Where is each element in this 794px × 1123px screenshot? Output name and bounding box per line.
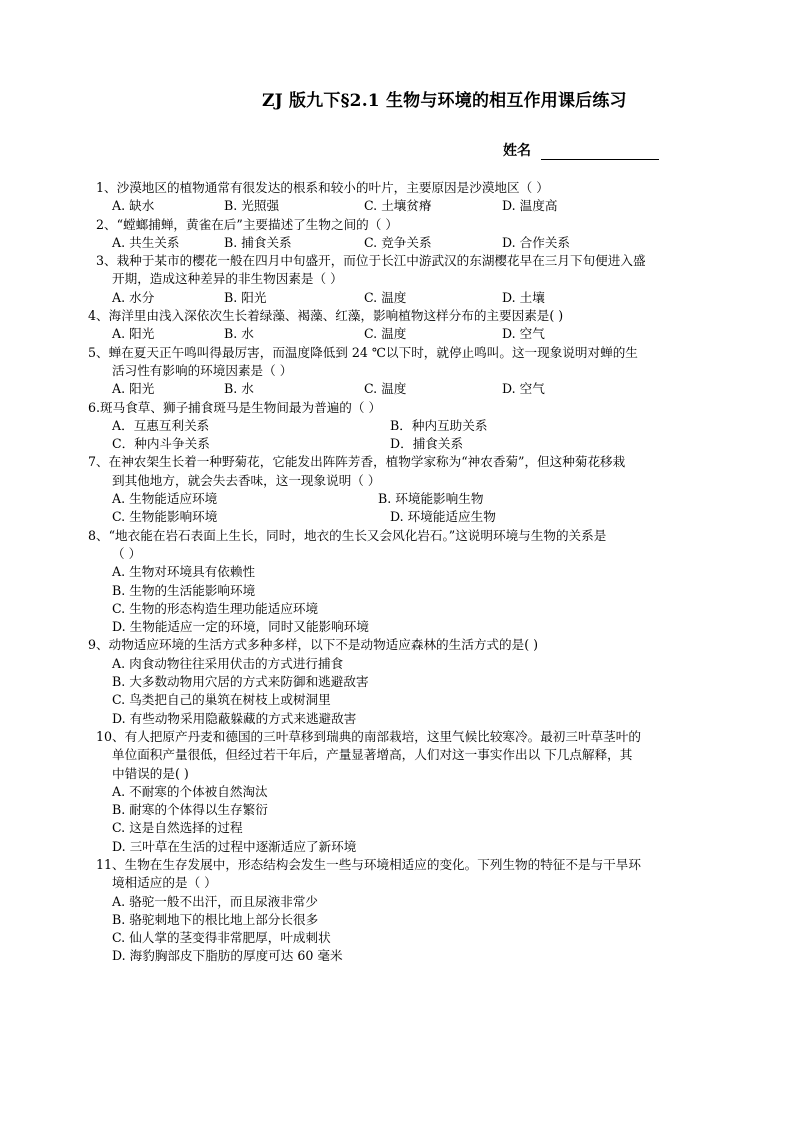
option-a: A．互惠互利关系 bbox=[112, 417, 210, 433]
option-c: C．种内斗争关系 bbox=[112, 436, 210, 452]
question-text-continued: 境相适应的是（ ） bbox=[112, 875, 217, 891]
question-text: 10、有人把原产丹麦和德国的三叶草移到瑞典的南部栽培，这里气候比较寒冷。最初三叶草茎叶的 bbox=[96, 728, 641, 744]
question-text: 7、在神农架生长着一种野菊花，它能发出阵阵芳香，植物学家称为“神农香菊”，但这种菊花移栽 bbox=[88, 454, 626, 470]
option-a: A. 水分 bbox=[112, 289, 155, 305]
option-d: D. 空气 bbox=[502, 381, 545, 397]
option-d: D. 土壤 bbox=[502, 289, 545, 305]
option-row bbox=[88, 234, 718, 252]
option-row bbox=[88, 508, 718, 526]
option-a: A. 共生关系 bbox=[112, 234, 180, 250]
question-text: 5、蝉在夏天正午鸣叫得最厉害，而温度降低到 24 ℃以下时，就停止鸣叫。这一现象说明对蝉的生 bbox=[88, 344, 638, 360]
option-b: B. 生物的生活能影响环境 bbox=[112, 582, 256, 598]
option-b: B. 骆驼刺地下的根比地上部分长很多 bbox=[112, 911, 319, 927]
question-text-continued: 单位面积产量很低，但经过若干年后，产量显著增高，人们对这一事实作出以 下几点解释，其 bbox=[112, 747, 633, 763]
option-b: B. 大多数动物用穴居的方式来防御和逃避敌害 bbox=[112, 674, 369, 690]
option-d: D. 合作关系 bbox=[502, 234, 571, 250]
option-a: A. 生物对环境具有依赖性 bbox=[112, 564, 256, 580]
question-11 bbox=[88, 856, 718, 966]
question-text-continued: 活习性有影响的环境因素是（ ） bbox=[112, 362, 293, 378]
option-c: C. 温度 bbox=[364, 381, 407, 397]
question-text-continued: 开期，造成这种差异的非生物因素是（ ） bbox=[112, 271, 343, 287]
question-text: 3、栽种于某市的樱花一般在四月中旬盛开，而位于长江中游武汉的东湖樱花早在三月下旬便进入盛 bbox=[96, 253, 646, 269]
question-text: 8、“地衣能在岩石表面上生长，同时，地衣的生长又会风化岩石。”这说明环境与生物的关系是 bbox=[88, 527, 607, 543]
question-10 bbox=[88, 728, 718, 856]
option-d: D. 三叶草在生活的过程中逐渐适应了新环境 bbox=[112, 838, 357, 854]
option-c: C. 生物能影响环境 bbox=[112, 509, 218, 525]
question-text: 1、沙漠地区的植物通常有很发达的根系和较小的叶片，主要原因是沙漠地区（ ） bbox=[96, 180, 549, 195]
option-a: A. 缺水 bbox=[112, 198, 155, 214]
option-row bbox=[88, 289, 718, 307]
option-b: B. 捕食关系 bbox=[224, 234, 292, 250]
question-5 bbox=[88, 344, 718, 399]
question-2 bbox=[88, 216, 718, 253]
option-b: B. 阳光 bbox=[224, 289, 267, 305]
option-row bbox=[88, 380, 718, 398]
option-c: C. 竞争关系 bbox=[364, 234, 432, 250]
name-blank-line[interactable] bbox=[541, 145, 659, 160]
option-d: D. 环境能适应生物 bbox=[390, 509, 496, 525]
question-text: 4、海洋里由浅入深依次生长着绿藻、褐藻、红藻，影响植物这样分布的主要因素是( ) bbox=[88, 308, 564, 324]
option-a: A. 生物能适应环境 bbox=[112, 491, 218, 507]
question-text: 11、生物在生存发展中，形态结构会发生一些与环境相适应的变化。下列生物的特征不是与干旱环 bbox=[96, 856, 641, 872]
option-d: D. 空气 bbox=[502, 326, 545, 342]
option-row bbox=[88, 325, 718, 343]
option-d: D. 温度高 bbox=[502, 198, 558, 214]
option-c: C. 生物的形态构造生理功能适应环境 bbox=[112, 600, 319, 616]
option-a: A. 肉食动物往往采用伏击的方式进行捕食 bbox=[112, 655, 344, 671]
question-text: 2、“螳螂捕蝉，黄雀在后”主要描述了生物之间的（ ） bbox=[96, 216, 398, 232]
option-d: D. 海豹胸部皮下脂肪的厚度可达 60 毫米 bbox=[112, 948, 343, 964]
option-row bbox=[88, 435, 718, 453]
option-c: C. 仙人掌的茎变得非常肥厚，叶成刺状 bbox=[112, 930, 331, 946]
option-b: B. 环境能影响生物 bbox=[378, 491, 484, 507]
option-a: A. 阳光 bbox=[112, 381, 155, 397]
question-1 bbox=[88, 179, 718, 216]
question-3 bbox=[88, 252, 718, 307]
question-list bbox=[88, 179, 718, 966]
option-c: C. 鸟类把自己的巢筑在树枝上或树洞里 bbox=[112, 692, 331, 708]
option-row bbox=[88, 490, 718, 508]
question-4 bbox=[88, 307, 718, 344]
question-text-continued: 到其他地方，就会失去香味，这一现象说明（ ） bbox=[112, 472, 381, 488]
question-9 bbox=[88, 636, 718, 727]
option-b: B. 水 bbox=[224, 381, 254, 397]
option-row bbox=[88, 197, 718, 215]
option-a: A. 阳光 bbox=[112, 326, 155, 342]
page-title: ZJ 版九下§2.1 生物与环境的相互作用课后练习 bbox=[262, 91, 627, 111]
question-text-continued: （ ） bbox=[112, 545, 142, 561]
option-b: B. 水 bbox=[224, 326, 254, 342]
question-text: 6.斑马食草、狮子捕食斑马是生物间最为普遍的（ ） bbox=[88, 399, 382, 415]
option-d: D. 生物能适应一定的环境，同时又能影响环境 bbox=[112, 619, 369, 635]
name-label: 姓名 bbox=[503, 143, 531, 159]
option-b: B．种内互助关系 bbox=[390, 417, 488, 433]
option-c: C. 温度 bbox=[364, 326, 407, 342]
option-c: C. 土壤贫瘠 bbox=[364, 198, 432, 214]
option-b: B. 耐寒的个体得以生存繁衍 bbox=[112, 802, 268, 818]
option-d: D．捕食关系 bbox=[390, 436, 464, 452]
option-d: D. 有些动物采用隐蔽躲藏的方式来逃避敌害 bbox=[112, 710, 357, 726]
question-6 bbox=[88, 399, 718, 454]
question-text-continued: 中错误的是( ) bbox=[112, 765, 189, 781]
question-7 bbox=[88, 453, 718, 526]
option-a: A. 不耐寒的个体被自然淘汰 bbox=[112, 783, 268, 799]
name-field bbox=[503, 140, 659, 160]
option-b: B. 光照强 bbox=[224, 198, 280, 214]
option-a: A. 骆驼一般不出汗，而且尿液非常少 bbox=[112, 893, 319, 909]
question-8 bbox=[88, 527, 718, 637]
option-c: C. 温度 bbox=[364, 289, 407, 305]
option-row bbox=[88, 417, 718, 435]
option-c: C. 这是自然选择的过程 bbox=[112, 820, 243, 836]
question-text: 9、动物适应环境的生活方式多种多样，以下不是动物适应森林的生活方式的是( ) bbox=[88, 637, 539, 653]
